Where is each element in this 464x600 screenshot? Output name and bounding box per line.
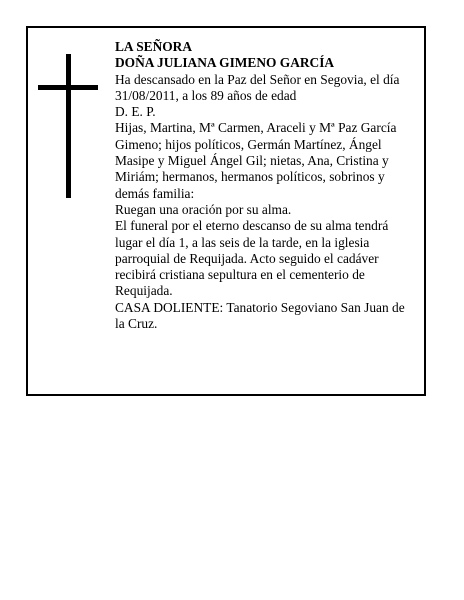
cross-vertical-bar <box>66 54 71 198</box>
obituary-title: LA SEÑORA <box>115 39 193 54</box>
death-announcement: Ha descansado en la Paz del Señor en Segovia, el día 31/08/2011, a los 89 años de edad <box>115 71 400 103</box>
family-list: Hijas, Martina, Mª Carmen, Araceli y Mª Paz García Gimeno; hijos políticos, Germán Martínez, Ángel Masipe y Miguel Ángel Gil; nietas, Ana, Cristina y Miriám; hermanos, hermanos políticos, sobrinos y demás familia: <box>115 120 397 201</box>
rest-in-peace: D. E. P. <box>115 104 156 120</box>
prayer-request: Ruegan una oración por su alma. <box>115 201 292 217</box>
obituary-text <box>115 39 415 332</box>
cross-icon <box>38 54 98 198</box>
funeral-details: El funeral por el eterno descanso de su alma tendrá lugar el día 1, a las seis de la tarde, en la iglesia parroquial de Requijada. Acto seguido el cadáver recibirá cristiana sepultura en el cementerio de Requijada. <box>115 218 389 299</box>
mourning-house: CASA DOLIENTE: Tanatorio Segoviano San Juan de la Cruz. <box>115 299 405 332</box>
obituary-notice <box>26 26 426 396</box>
deceased-name: DOÑA JULIANA GIMENO GARCÍA <box>115 55 335 71</box>
cross-horizontal-bar <box>38 85 98 90</box>
